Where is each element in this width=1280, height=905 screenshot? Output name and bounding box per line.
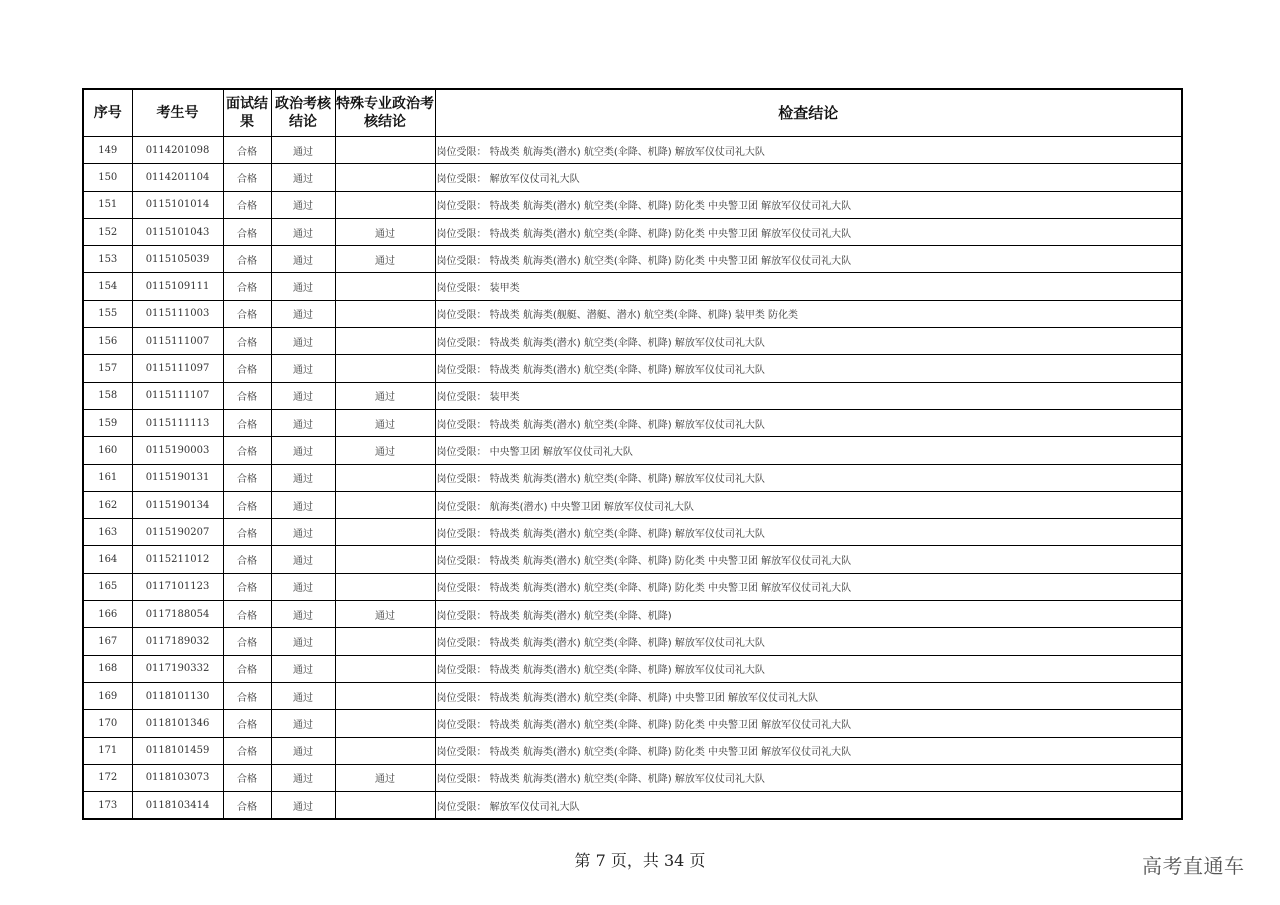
cell-no: 172 — [83, 764, 132, 791]
table-row — [83, 601, 1182, 628]
cell-political-review: 通过 — [271, 246, 335, 273]
cell-inspection-conclusion: 岗位受限： 特战类 航海类(潜水) 航空类(伞降、机降) 防化类 中央警卫团 解放军仪仗司礼大队 — [435, 573, 1182, 600]
cell-inspection-conclusion: 岗位受限： 解放军仪仗司礼大队 — [435, 164, 1182, 191]
cell-interview-result: 合格 — [223, 764, 271, 791]
cell-interview-result: 合格 — [223, 300, 271, 327]
header-interview-result: 面试结果 — [223, 89, 271, 137]
cell-inspection-conclusion: 岗位受限： 装甲类 — [435, 273, 1182, 300]
header-no: 序号 — [83, 89, 132, 137]
cell-exam-id: 0115111097 — [132, 355, 223, 382]
cell-interview-result: 合格 — [223, 328, 271, 355]
cell-political-review: 通过 — [271, 137, 335, 164]
table-body — [83, 137, 1182, 820]
cell-interview-result: 合格 — [223, 573, 271, 600]
cell-interview-result: 合格 — [223, 409, 271, 436]
cell-inspection-conclusion: 岗位受限： 特战类 航海类(舰艇、潜艇、潜水) 航空类(伞降、机降) 装甲类 防化类 — [435, 300, 1182, 327]
cell-special-political-review: 通过 — [335, 409, 435, 436]
table-row — [83, 137, 1182, 164]
cell-no: 160 — [83, 437, 132, 464]
cell-inspection-conclusion: 岗位受限： 特战类 航海类(潜水) 航空类(伞降、机降) 防化类 中央警卫团 解放军仪仗司礼大队 — [435, 546, 1182, 573]
cell-special-political-review — [335, 655, 435, 682]
table-row — [83, 300, 1182, 327]
cell-exam-id: 0118103414 — [132, 792, 223, 820]
cell-political-review: 通过 — [271, 273, 335, 300]
cell-political-review: 通过 — [271, 437, 335, 464]
cell-exam-id: 0115101014 — [132, 191, 223, 218]
cell-political-review: 通过 — [271, 573, 335, 600]
cell-inspection-conclusion: 岗位受限： 特战类 航海类(潜水) 航空类(伞降、机降) 防化类 中央警卫团 解放军仪仗司礼大队 — [435, 218, 1182, 245]
cell-political-review: 通过 — [271, 300, 335, 327]
table-row — [83, 328, 1182, 355]
cell-political-review: 通过 — [271, 218, 335, 245]
cell-special-political-review — [335, 273, 435, 300]
table-row — [83, 655, 1182, 682]
table-row — [83, 218, 1182, 245]
cell-special-political-review — [335, 546, 435, 573]
cell-political-review: 通过 — [271, 682, 335, 709]
cell-exam-id: 0114201104 — [132, 164, 223, 191]
table-row — [83, 682, 1182, 709]
cell-exam-id: 0115111113 — [132, 409, 223, 436]
cell-no: 165 — [83, 573, 132, 600]
cell-interview-result: 合格 — [223, 464, 271, 491]
cell-exam-id: 0118101130 — [132, 682, 223, 709]
cell-interview-result: 合格 — [223, 164, 271, 191]
cell-inspection-conclusion: 岗位受限： 特战类 航海类(潜水) 航空类(伞降、机降) 防化类 中央警卫团 解放军仪仗司礼大队 — [435, 191, 1182, 218]
cell-political-review: 通过 — [271, 409, 335, 436]
cell-inspection-conclusion: 岗位受限： 特战类 航海类(潜水) 航空类(伞降、机降) 防化类 中央警卫团 解放军仪仗司礼大队 — [435, 710, 1182, 737]
cell-inspection-conclusion: 岗位受限： 特战类 航海类(潜水) 航空类(伞降、机降) — [435, 601, 1182, 628]
cell-political-review: 通过 — [271, 710, 335, 737]
cell-no: 151 — [83, 191, 132, 218]
cell-no: 164 — [83, 546, 132, 573]
cell-special-political-review — [335, 300, 435, 327]
table-row — [83, 764, 1182, 791]
cell-special-political-review — [335, 491, 435, 518]
cell-no: 154 — [83, 273, 132, 300]
cell-exam-id: 0118101346 — [132, 710, 223, 737]
cell-political-review: 通过 — [271, 655, 335, 682]
cell-interview-result: 合格 — [223, 382, 271, 409]
cell-interview-result: 合格 — [223, 519, 271, 546]
cell-inspection-conclusion: 岗位受限： 特战类 航海类(潜水) 航空类(伞降、机降) 中央警卫团 解放军仪仗司礼大队 — [435, 682, 1182, 709]
cell-no: 167 — [83, 628, 132, 655]
cell-no: 173 — [83, 792, 132, 820]
cell-special-political-review — [335, 191, 435, 218]
cell-exam-id: 0118101459 — [132, 737, 223, 764]
cell-special-political-review: 通过 — [335, 218, 435, 245]
cell-exam-id: 0115111003 — [132, 300, 223, 327]
cell-inspection-conclusion: 岗位受限： 特战类 航海类(潜水) 航空类(伞降、机降) 解放军仪仗司礼大队 — [435, 628, 1182, 655]
table-row — [83, 437, 1182, 464]
cell-political-review: 通过 — [271, 355, 335, 382]
cell-inspection-conclusion: 岗位受限： 装甲类 — [435, 382, 1182, 409]
cell-interview-result: 合格 — [223, 218, 271, 245]
header-row — [83, 89, 1182, 137]
cell-special-political-review — [335, 519, 435, 546]
cell-interview-result: 合格 — [223, 273, 271, 300]
table-row — [83, 628, 1182, 655]
cell-exam-id: 0114201098 — [132, 137, 223, 164]
cell-political-review: 通过 — [271, 382, 335, 409]
cell-political-review: 通过 — [271, 328, 335, 355]
cell-no: 169 — [83, 682, 132, 709]
cell-no: 170 — [83, 710, 132, 737]
cell-no: 153 — [83, 246, 132, 273]
cell-exam-id: 0118103073 — [132, 764, 223, 791]
cell-special-political-review — [335, 710, 435, 737]
cell-political-review: 通过 — [271, 164, 335, 191]
table-row — [83, 164, 1182, 191]
table-row — [83, 491, 1182, 518]
cell-exam-id: 0115111007 — [132, 328, 223, 355]
cell-no: 157 — [83, 355, 132, 382]
cell-no: 156 — [83, 328, 132, 355]
cell-no: 150 — [83, 164, 132, 191]
cell-no: 168 — [83, 655, 132, 682]
table-row — [83, 519, 1182, 546]
cell-special-political-review — [335, 792, 435, 820]
cell-interview-result: 合格 — [223, 655, 271, 682]
cell-political-review: 通过 — [271, 546, 335, 573]
table-row — [83, 246, 1182, 273]
cell-special-political-review — [335, 137, 435, 164]
cell-no: 166 — [83, 601, 132, 628]
cell-exam-id: 0117190332 — [132, 655, 223, 682]
table-row — [83, 792, 1182, 820]
cell-no: 163 — [83, 519, 132, 546]
cell-exam-id: 0115105039 — [132, 246, 223, 273]
cell-exam-id: 0115190003 — [132, 437, 223, 464]
cell-special-political-review: 通过 — [335, 764, 435, 791]
table-row — [83, 409, 1182, 436]
cell-political-review: 通过 — [271, 601, 335, 628]
cell-exam-id: 0117188054 — [132, 601, 223, 628]
cell-exam-id: 0117189032 — [132, 628, 223, 655]
table-row — [83, 573, 1182, 600]
cell-special-political-review — [335, 355, 435, 382]
cell-exam-id: 0115190134 — [132, 491, 223, 518]
table-row — [83, 546, 1182, 573]
cell-interview-result: 合格 — [223, 737, 271, 764]
cell-interview-result: 合格 — [223, 491, 271, 518]
cell-political-review: 通过 — [271, 519, 335, 546]
header-inspection-conclusion: 检查结论 — [435, 89, 1182, 137]
cell-no: 158 — [83, 382, 132, 409]
cell-exam-id: 0115190207 — [132, 519, 223, 546]
cell-no: 149 — [83, 137, 132, 164]
cell-political-review: 通过 — [271, 737, 335, 764]
table-row — [83, 273, 1182, 300]
cell-no: 171 — [83, 737, 132, 764]
table-row — [83, 737, 1182, 764]
cell-interview-result: 合格 — [223, 601, 271, 628]
table-row — [83, 464, 1182, 491]
cell-special-political-review — [335, 682, 435, 709]
header-exam-id: 考生号 — [132, 89, 223, 137]
watermark-text: 高考直通车 — [1142, 854, 1245, 878]
cell-special-political-review — [335, 737, 435, 764]
cell-no: 162 — [83, 491, 132, 518]
cell-interview-result: 合格 — [223, 355, 271, 382]
cell-inspection-conclusion: 岗位受限： 特战类 航海类(潜水) 航空类(伞降、机降) 防化类 中央警卫团 解放军仪仗司礼大队 — [435, 737, 1182, 764]
cell-inspection-conclusion: 岗位受限： 特战类 航海类(潜水) 航空类(伞降、机降) 解放军仪仗司礼大队 — [435, 464, 1182, 491]
cell-special-political-review — [335, 628, 435, 655]
cell-inspection-conclusion: 岗位受限： 特战类 航海类(潜水) 航空类(伞降、机降) 解放军仪仗司礼大队 — [435, 137, 1182, 164]
page-number: 第 7 页，共 34 页 — [574, 851, 706, 870]
cell-no: 159 — [83, 409, 132, 436]
cell-interview-result: 合格 — [223, 437, 271, 464]
cell-special-political-review — [335, 328, 435, 355]
cell-interview-result: 合格 — [223, 191, 271, 218]
results-table — [82, 88, 1183, 820]
cell-no: 161 — [83, 464, 132, 491]
cell-inspection-conclusion: 岗位受限： 特战类 航海类(潜水) 航空类(伞降、机降) 解放军仪仗司礼大队 — [435, 328, 1182, 355]
cell-interview-result: 合格 — [223, 628, 271, 655]
cell-exam-id: 0115101043 — [132, 218, 223, 245]
cell-interview-result: 合格 — [223, 792, 271, 820]
cell-exam-id: 0115211012 — [132, 546, 223, 573]
header-special-political-review: 特殊专业政治考核结论 — [335, 89, 435, 137]
cell-exam-id: 0115190131 — [132, 464, 223, 491]
cell-no: 155 — [83, 300, 132, 327]
cell-special-political-review — [335, 573, 435, 600]
cell-political-review: 通过 — [271, 464, 335, 491]
cell-inspection-conclusion: 岗位受限： 特战类 航海类(潜水) 航空类(伞降、机降) 解放军仪仗司礼大队 — [435, 764, 1182, 791]
cell-special-political-review — [335, 164, 435, 191]
cell-special-political-review: 通过 — [335, 601, 435, 628]
cell-inspection-conclusion: 岗位受限： 特战类 航海类(潜水) 航空类(伞降、机降) 防化类 中央警卫团 解放军仪仗司礼大队 — [435, 246, 1182, 273]
cell-special-political-review: 通过 — [335, 437, 435, 464]
header-political-review: 政治考核结论 — [271, 89, 335, 137]
cell-political-review: 通过 — [271, 764, 335, 791]
table-row — [83, 355, 1182, 382]
cell-inspection-conclusion: 岗位受限： 解放军仪仗司礼大队 — [435, 792, 1182, 820]
cell-interview-result: 合格 — [223, 137, 271, 164]
cell-exam-id: 0115109111 — [132, 273, 223, 300]
cell-inspection-conclusion: 岗位受限： 特战类 航海类(潜水) 航空类(伞降、机降) 解放军仪仗司礼大队 — [435, 409, 1182, 436]
cell-interview-result: 合格 — [223, 246, 271, 273]
cell-political-review: 通过 — [271, 491, 335, 518]
cell-special-political-review — [335, 464, 435, 491]
cell-special-political-review: 通过 — [335, 246, 435, 273]
cell-interview-result: 合格 — [223, 710, 271, 737]
cell-exam-id: 0117101123 — [132, 573, 223, 600]
cell-inspection-conclusion: 岗位受限： 航海类(潜水) 中央警卫团 解放军仪仗司礼大队 — [435, 491, 1182, 518]
cell-inspection-conclusion: 岗位受限： 特战类 航海类(潜水) 航空类(伞降、机降) 解放军仪仗司礼大队 — [435, 655, 1182, 682]
table-row — [83, 710, 1182, 737]
table-row — [83, 382, 1182, 409]
cell-political-review: 通过 — [271, 792, 335, 820]
cell-inspection-conclusion: 岗位受限： 特战类 航海类(潜水) 航空类(伞降、机降) 解放军仪仗司礼大队 — [435, 355, 1182, 382]
cell-interview-result: 合格 — [223, 546, 271, 573]
cell-special-political-review: 通过 — [335, 382, 435, 409]
cell-interview-result: 合格 — [223, 682, 271, 709]
cell-inspection-conclusion: 岗位受限： 中央警卫团 解放军仪仗司礼大队 — [435, 437, 1182, 464]
cell-inspection-conclusion: 岗位受限： 特战类 航海类(潜水) 航空类(伞降、机降) 解放军仪仗司礼大队 — [435, 519, 1182, 546]
cell-political-review: 通过 — [271, 628, 335, 655]
cell-political-review: 通过 — [271, 191, 335, 218]
cell-no: 152 — [83, 218, 132, 245]
cell-exam-id: 0115111107 — [132, 382, 223, 409]
table-row — [83, 191, 1182, 218]
